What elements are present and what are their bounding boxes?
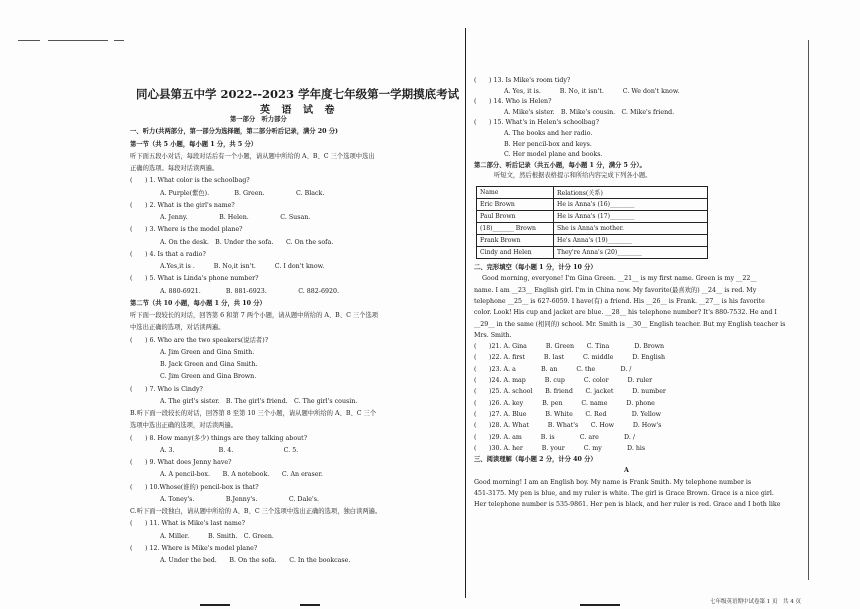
table-cell: Eric Brown (477, 199, 554, 211)
left-line: A. The girl's sister. B. The girl's friend. C. The girl's cousin. (160, 397, 358, 405)
left-line: ( ) 1. What color is the schoolbag? (130, 177, 250, 185)
header-dash (18, 40, 40, 41)
right_top-line: C. Her model plane and books. (504, 151, 603, 159)
left-line: ( ) 11. What is Mike's last name? (130, 520, 245, 528)
right_bottom-line: ( )28. A. What B. What's C. How D. How's (474, 422, 662, 430)
header-dash (48, 40, 108, 41)
left-line: A. Jim Green and Gina Smith. (160, 348, 255, 356)
table-row (477, 211, 708, 223)
left-line: ( ) 6. Who are the two speakers(说话者)? (130, 336, 269, 344)
right_bottom-line: __29__ in the same (相同的) school. Mr. Smith is __30__ English teacher. But my English teacher is (474, 320, 786, 328)
table-row (477, 223, 708, 235)
right_bottom-line: ( )25. A. school B. friend C. jacket D. number (474, 388, 666, 396)
left-line: C.听下面一段独白，请从题中所给的 A、B、C 三个选项中选出正确的选项，独白读两遍。 (130, 508, 382, 515)
table-cell: He is Anna's (16)________ (554, 199, 708, 211)
left-line: ( ) 3. Where is the model plane? (130, 226, 243, 234)
left-line: A. Miller. B. Smith. C. Green. (160, 532, 274, 540)
right_bottom-line: ( )23. A. a B. an C. the D. / (474, 365, 632, 373)
page-subtitle: 英 语 试 卷 (260, 105, 339, 116)
right_bottom-line: ( )22. A. first B. last C. middle D. English (474, 354, 666, 362)
left-line: A. 3. B. 4. C. 5. (160, 446, 299, 454)
right_bottom-line: A (624, 467, 629, 475)
right_bottom-line: color. Look! His cup and jacket are blue. __28__ his telephone number? It's 880-7532. He and I (474, 309, 777, 317)
right_bottom-line: name. I am __23__ English girl. I'm in China now. My favorite(最喜欢的) __24__ is red. My (474, 286, 757, 294)
table-row (477, 187, 708, 199)
bottom-mark (300, 604, 320, 606)
left-line: ( ) 12. Where is Mike's model plane? (130, 544, 258, 552)
table-cell: She is Anna's mother. (554, 223, 708, 235)
right_bottom-line: ( )26. A. key B. pen C. name D. phone (474, 399, 655, 407)
left-line: A. A pencil-box. B. A notebook. C. An eraser. (160, 471, 323, 479)
right_bottom-line: ( )27. A. Blue B. White C. Red D. Yellow (474, 410, 662, 418)
right_bottom-line: ( )30. A. her B. your C. my D. his (474, 444, 646, 452)
table-cell: Paul Brown (477, 211, 554, 223)
left-line: 中选出正确的选项，对话读两遍。 (130, 324, 225, 332)
left-line: A. Toney's. B.Jenny's. C. Dale's. (160, 495, 319, 503)
left-line: 选项中选出正确的选项，对话读两遍。 (130, 422, 238, 430)
right_top-line: 第二部分、听后记录（共五小题，每小题 1 分，满分 5 分）。 (474, 161, 646, 169)
right_top-line: A. Yes, it is. B. No, it isn't. C. We don't know. (504, 87, 680, 95)
right_bottom-line: 二、完形填空（每小题 1 分，计分 10 分） (474, 264, 597, 271)
table-cell: Relations(关系) (554, 187, 708, 199)
relations-table (476, 186, 708, 259)
page-footer: 七年级英语期中试卷第 1 页 共 4 页 (710, 599, 801, 605)
header-dash (114, 40, 124, 41)
table-row (477, 199, 708, 211)
right_bottom-line: Her telephone number is 535-9861. Her pen is black, and her ruler is red. Grace and I both like (474, 501, 781, 509)
right_top-line: ( ) 13. Is Mike's room tidy? (474, 77, 571, 84)
column-divider (465, 28, 466, 598)
left-line: 听下面一段较长的对话，回答第 6 和第 7 两个小题，请从题中所给的 A、B、C 三个选项 (130, 312, 379, 319)
left-line: B. Jack Green and Gina Smith. (160, 361, 258, 368)
left-line: ( ) 2. What is the girl's name? (130, 201, 235, 209)
right_top-line: B. Her pencil-box and keys. (504, 140, 592, 148)
table-cell: (18)_______ Brown (477, 223, 554, 235)
right_bottom-line: Good morning, everyone! I'm Gina Green. __21__ is my first name. Green is my __22__ (482, 275, 757, 283)
left-line: ( ) 5. What is Linda's phone number? (130, 275, 259, 283)
table-cell: Frank Brown (477, 235, 554, 247)
left-line: ( ) 4. Is that a radio? (130, 250, 206, 258)
right_bottom-line: ( )21. A. Gina B. Green C. Tina D. Brown (474, 343, 665, 351)
right_top-line: A. Mike's sister. B. Mike's cousin. C. Mike's friend. (504, 108, 675, 116)
right_top-line: ( ) 15. What's in Helen's schoolbag? (474, 119, 599, 127)
table-row (477, 247, 708, 259)
right_bottom-line: ( )29. A. am B. is C. are D. / (474, 433, 635, 441)
left-line: 一、听力(共两部分，第一部分为选择题，第二部分听后记录，满分 20 分) (130, 128, 339, 136)
left-line: B.听下面一段较长的对话，回答第 8 至第 10 三个小题，请从题中所给的 A、B、C 三个 (130, 410, 377, 417)
left-line: A. Under the bed. B. On the sofa. C. In the bookcase. (160, 557, 351, 564)
left-line: A.Yes,it is . B. No,it isn't. C. I don't know. (160, 263, 325, 270)
table-cell: They're Anna's (20)________ (554, 247, 708, 259)
bottom-mark (200, 604, 230, 606)
right_top-line: 听短文，然后根据表格提示和所给内容完成下列各小题。 (494, 172, 652, 180)
left-line: 第二节（共 10 小题，每小题 1 分，共 10 分） (130, 299, 266, 307)
left-line: 正确的选项。每段对话读两遍。 (130, 165, 219, 172)
left-line: A. 880-6921. B. 881-6923. C. 882-6920. (160, 287, 339, 295)
right_bottom-line: ( )24. A. map B. cup C. color D. ruler (474, 377, 653, 384)
left-line: A. Jenny. B. Helen. C. Susan. (160, 214, 311, 221)
left-line: 听下面五段小对话，每段对话后有一个小题，请从题中所给的 A、B、C 三个选项中选出 (130, 152, 375, 160)
right_bottom-line: Good morning! I am an English boy. My name is Frank Smith. My telephone number is (474, 478, 752, 486)
left-line: C. Jim Green and Gina Brown. (160, 373, 257, 381)
table-cell: Cindy and Helen (477, 247, 554, 259)
table-row (477, 235, 708, 247)
bottom-mark (580, 604, 620, 606)
table-cell: He's Anna's (19)________ (554, 235, 708, 247)
right_bottom-line: 451-3175. My pen is blue, and my ruler is white. The girl is Grace Brown. Grace is a nice girl. (474, 490, 774, 497)
left-line: 第一节（共 5 小题，每小题 1 分，共 5 分） (130, 140, 258, 148)
left-line: ( ) 9. What does Jenny have? (130, 459, 232, 466)
right-margin-line (808, 40, 809, 580)
left-line: A. Purple(紫色). B. Green. C. Black. (160, 189, 325, 197)
page-title: 同心县第五中学 2022--2023 学年度七年级第一学期摸底考试 (136, 87, 460, 101)
right_bottom-line: 三、阅读理解（每小题 2 分，计分 40 分） (474, 456, 597, 464)
left-line: ( ) 7. Who is Cindy? (130, 385, 203, 393)
table-cell: He is Anna's (17)________ (554, 211, 708, 223)
table-cell: Name (477, 187, 554, 199)
right_bottom-line: telephone __25__ is 627-6059. I have(有) a friend. His __26__ is Frank. __27__ is his favorite (474, 297, 765, 305)
right_top-line: A. The books and her radio. (504, 130, 593, 137)
left-line: 第一部分 听力部分 (230, 116, 287, 123)
left-line: ( ) 8. How many(多少) things are they talking about? (130, 434, 308, 442)
right_bottom-line: Mrs. Smith. (474, 331, 512, 339)
left-line: ( ) 10.Whose(谁的) pencil-box is that? (130, 483, 259, 491)
left-line: A. On the desk. B. Under the sofa. C. On the sofa. (160, 238, 334, 246)
right_top-line: ( ) 14. Who is Helen? (474, 98, 552, 106)
